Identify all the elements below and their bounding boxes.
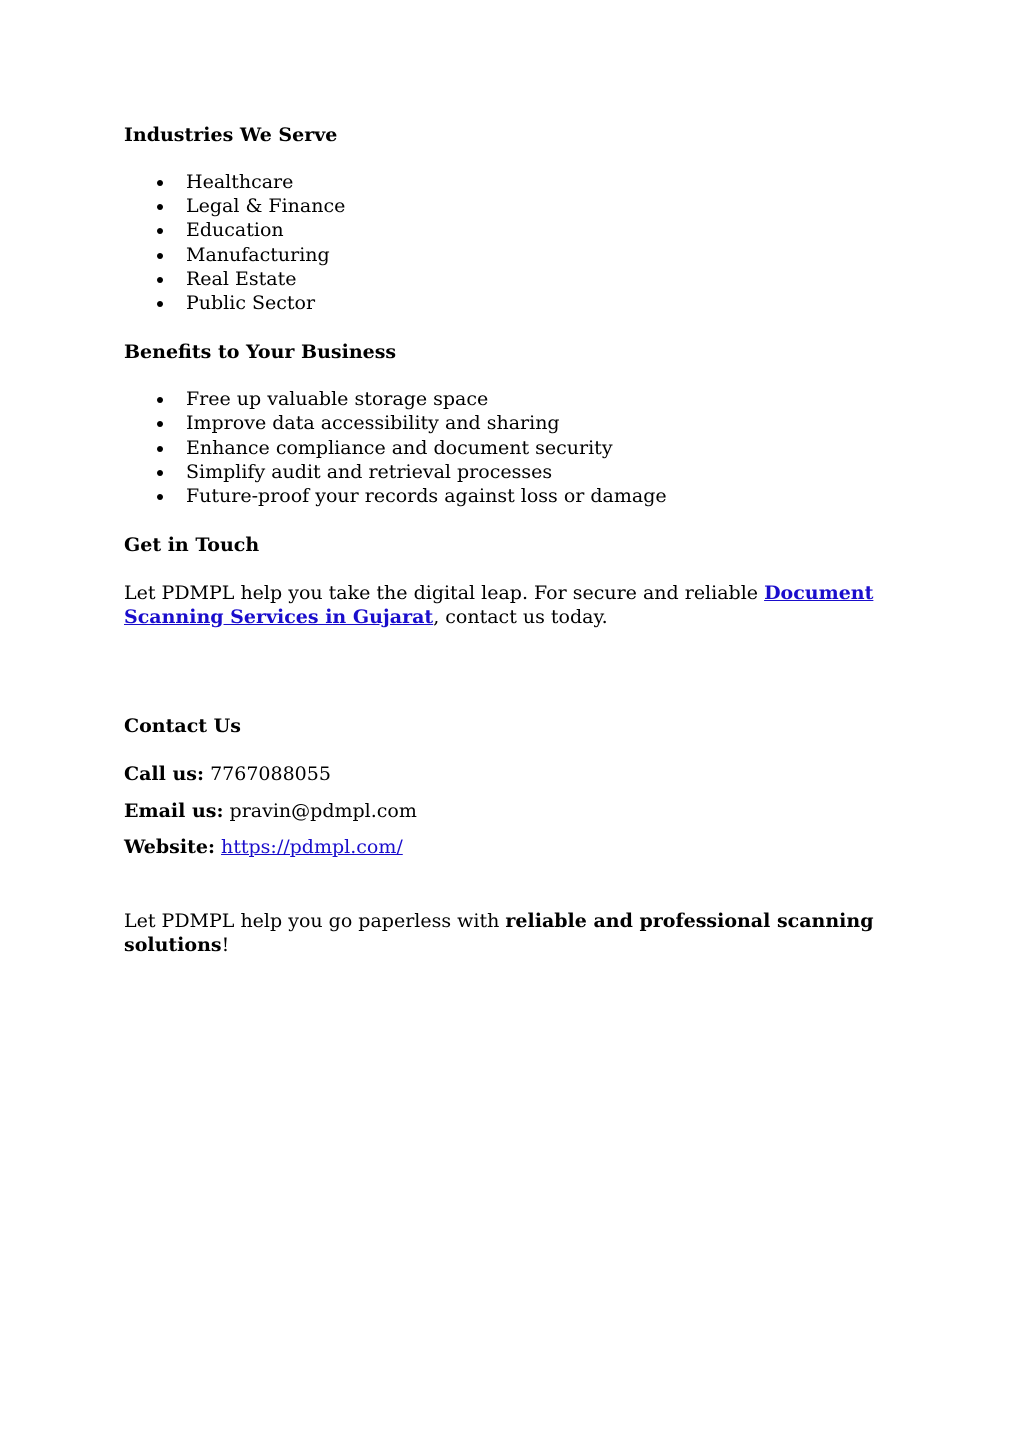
bullet-icon [157, 470, 163, 476]
benefits-list [124, 387, 914, 508]
email-row [124, 798, 914, 835]
phone-number: 7767088055 [210, 763, 331, 786]
bullet-icon [157, 397, 163, 403]
email-label: Email us: [124, 799, 224, 822]
get-in-touch-heading: Get in Touch [124, 534, 260, 557]
bullet-icon [157, 421, 163, 427]
industries-list [124, 170, 914, 315]
bullet-icon [157, 446, 163, 452]
call-label: Call us: [124, 763, 205, 786]
call-row [124, 761, 914, 798]
bullet-icon [157, 228, 163, 234]
closing-emphasis: reliable and professional scanning solutions [124, 909, 874, 957]
list-item: Education [124, 218, 914, 242]
document-page [124, 122, 914, 957]
bullet-icon [157, 253, 163, 259]
bullet-icon [157, 301, 163, 307]
list-item: Legal & Finance [124, 194, 914, 218]
list-item: Future-proof your records against loss or damage [124, 484, 914, 508]
website-link[interactable]: https://pdmpl.com/ [221, 836, 403, 859]
list-item: Enhance compliance and document security [124, 436, 914, 460]
list-item: Public Sector [124, 291, 914, 315]
bullet-icon [157, 204, 163, 210]
bullet-icon [157, 277, 163, 283]
list-item: Improve data accessibility and sharing [124, 411, 914, 435]
list-item: Simplify audit and retrieval processes [124, 460, 914, 484]
website-row [124, 834, 914, 871]
bullet-icon [157, 180, 163, 186]
document-scanning-link[interactable]: Document Scanning Services in Gujarat [124, 582, 874, 629]
industries-heading: Industries We Serve [124, 124, 338, 146]
list-item: Free up valuable storage space [124, 387, 914, 411]
benefits-heading: Benefits to Your Business [124, 341, 397, 364]
email-address: pravin@pdmpl.com [229, 799, 417, 822]
contact-details [124, 761, 914, 871]
list-item: Healthcare [124, 170, 914, 194]
get-in-touch-paragraph: Let PDMPL help you take the digital leap. For secure and reliable Document Scanning Services in Gujarat, contact us today. [124, 582, 874, 629]
contact-us-heading: Contact Us [124, 715, 241, 738]
list-item: Manufacturing [124, 243, 914, 267]
bullet-icon [157, 494, 163, 500]
website-label: Website: [124, 836, 215, 859]
list-item: Real Estate [124, 267, 914, 291]
closing-paragraph: Let PDMPL help you go paperless with reliable and professional scanning solutions! [124, 909, 874, 957]
